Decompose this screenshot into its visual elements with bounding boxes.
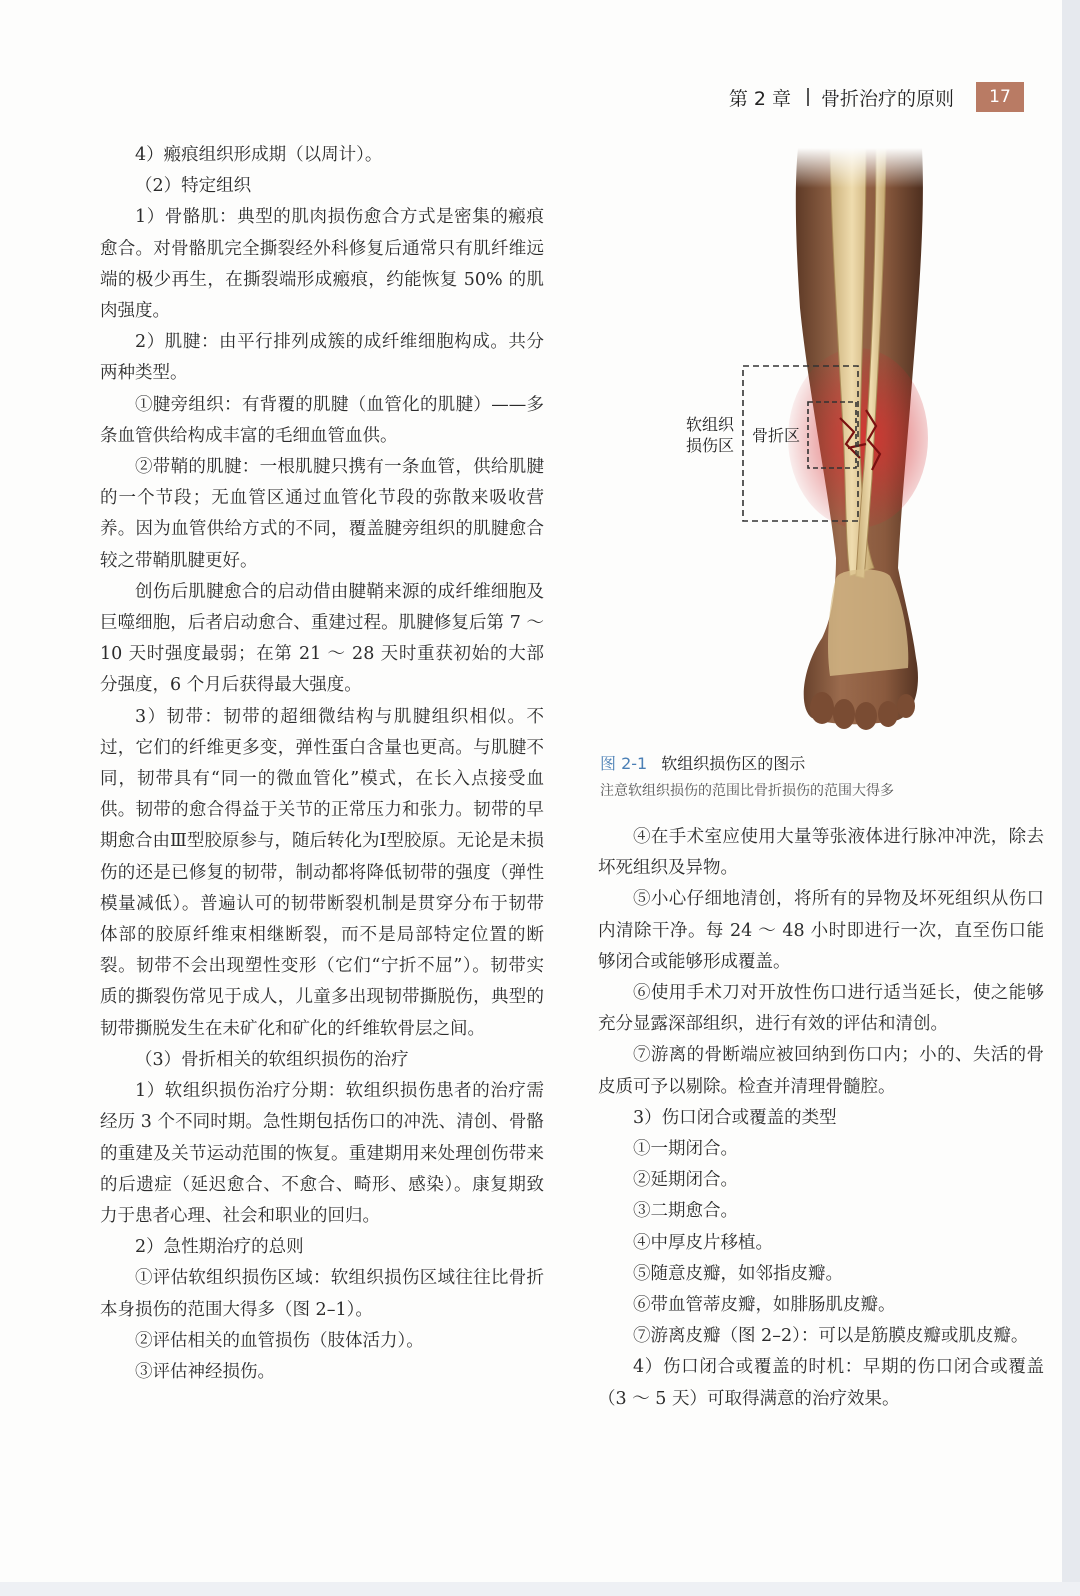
page-edge-bottom [0,1582,1080,1596]
header-divider [807,88,809,106]
caption-note: 注意软组织损伤的范围比骨折损伤的范围大得多 [600,783,894,799]
soft-tissue-zone-label: 软组织 损伤区 [686,415,735,455]
running-header [729,82,1024,112]
chapter-title: 骨折治疗的原则 [820,87,954,110]
paragraph: （2）特定组织 [135,176,252,197]
paragraph: 2）急性期治疗的总则 [135,1237,304,1258]
paragraph: ①一期闭合。 [633,1139,738,1160]
paragraph: ⑤随意皮瓣，如邻指皮瓣。 [633,1263,843,1284]
paragraph: ②带鞘的肌腱：一根肌腱只携有一条血管，供给肌腱的一个节段；无血管区通过血管化节段的弥散来吸收营养。因为血管供给方式的不同，覆盖腱旁组织的肌腱愈合较之带鞘肌腱更好。 [100,457,544,571]
paragraph: 3）伤口闭合或覆盖的类型 [633,1107,837,1128]
chapter-number: 第 2 章 [728,87,791,110]
paragraph: 1）软组织损伤治疗分期：软组织损伤患者的治疗需经历 3 个不同时期。急性期包括伤口的冲洗、清创、骨骼的重建及关节运动范围的恢复。重建期用来处理创伤带来的后遗症（延迟愈合、不愈合、畸形、感染）。康复期致力于患者心理、社会和职业的回归。 [100,1081,544,1226]
figure-leg-illustration [686,148,990,738]
paragraph: ⑥使用手术刀对开放性伤口进行适当延长，使之能够充分显露深部组织，进行有效的评估和清创。 [598,983,1044,1035]
paragraph: ⑦游离皮瓣（图 2–2）：可以是筋膜皮瓣或肌皮瓣。 [633,1326,1029,1347]
paragraph: ①腱旁组织：有背覆的肌腱（血管化的肌腱）——多条血管供给构成丰富的毛细血管血供。 [100,394,544,446]
right-text-column [598,822,1044,1415]
figure-caption [600,751,1040,800]
paragraph: ④在手术室应使用大量等张液体进行脉冲冲洗，除去坏死组织及异物。 [598,827,1044,879]
paragraph: ②延期闭合。 [633,1170,738,1191]
fracture-zone-label: 骨折区 [752,426,801,445]
caption-title: 软组织损伤区的图示 [661,754,806,773]
page-edge-right [1062,0,1080,1596]
paragraph: ③二期愈合。 [633,1201,738,1222]
paragraph: ⑥带血管蒂皮瓣，如腓肠肌皮瓣。 [633,1295,896,1316]
paragraph: 1）骨骼肌：典型的肌肉损伤愈合方式是密集的瘢痕愈合。对骨骼肌完全撕裂经外科修复后通常只有肌纤维远端的极少再生，在撕裂端形成瘢痕，约能恢复 50% 的肌肉强度。 [100,207,544,322]
left-text-column [100,140,544,1388]
paragraph: ③评估神经损伤。 [135,1361,275,1382]
paragraph: 3）韧带：韧带的超细微结构与肌腱组织相似。不过，它们的纤维更多变，弹性蛋白含量也更高。与肌腱不同，韧带具有“同一的微血管化”模式，在长入点接受血供。韧带的愈合得益于关节的正常压力和张力。韧带的早期愈合由Ⅲ型胶原参与，随后转化为Ⅰ型胶原。无论是未损伤的还是已修复的韧带，制动都将降低韧带的强度（弹性模量减低）。普遍认可的韧带断裂机制是贯穿分布于韧带体部的胶原纤维束相继断裂，而不是局部特定位置的断裂。韧带不会出现塑性变形（它们“宁折不屈”）。韧带实质的撕裂伤常见于成人，儿童多出现韧带撕脱伤，典型的韧带撕脱发生在未矿化和矿化的纤维软骨层之间。 [100,706,544,1039]
paragraph: ④中厚皮片移植。 [633,1232,773,1253]
paragraph: （3）骨折相关的软组织损伤的治疗 [135,1049,409,1070]
paragraph: 创伤后肌腱愈合的启动借由腱鞘来源的成纤维细胞及巨噬细胞，后者启动愈合、重建过程。肌腱修复后第 7 ～ 10 天时强度最弱；在第 21 ～ 28 天时重获初始的大部分强度，6 个月后获得最大强度。 [100,581,544,696]
paragraph: ⑤小心仔细地清创，将所有的异物及坏死组织从伤口内清除干净。每 24 ～ 48 小时即进行一次，直至伤口能够闭合或能够形成覆盖。 [598,889,1044,972]
paragraph: ①评估软组织损伤区域：软组织损伤区域往往比骨折本身损伤的范围大得多（图 2–1）。 [100,1268,544,1320]
paragraph: 4）瘢痕组织形成期（以周计）。 [135,145,383,165]
caption-number: 图 2-1 [600,754,648,773]
paragraph: ⑦游离的骨断端应被回纳到伤口内；小的、失活的骨皮质可予以剔除。检查并清理骨髓腔。 [598,1045,1044,1097]
paragraph: ②评估相关的血管损伤（肢体活力）。 [135,1330,424,1351]
page-number-badge: 17 [976,82,1024,112]
paragraph: 2）肌腱：由平行排列成簇的成纤维细胞构成。共分两种类型。 [100,332,544,384]
paragraph: 4）伤口闭合或覆盖的时机：早期的伤口闭合或覆盖（3 ～ 5 天）可取得满意的治疗效果。 [598,1357,1044,1409]
